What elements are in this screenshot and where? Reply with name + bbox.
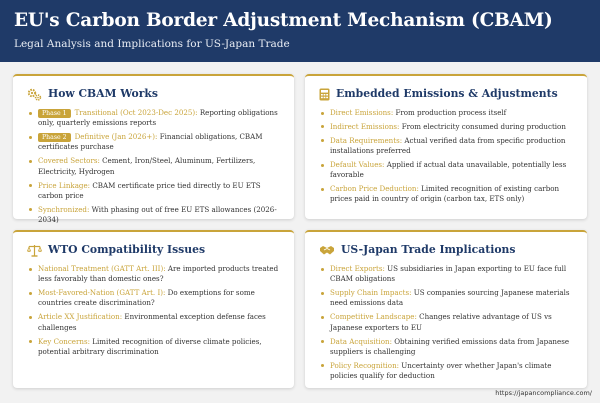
item-text: Cement, Iron/Steel, Aluminum, Fertilizers, Electricity, Hydrogen [38, 156, 256, 176]
item-key: Policy Recognition: [330, 360, 400, 370]
item-list [27, 264, 282, 357]
item-text: Do exemptions for some countries create discrimination? [38, 288, 255, 308]
item-text: Obtaining verified emissions data from Japanese suppliers is challenging [330, 336, 570, 356]
list-item [319, 184, 575, 205]
item-key: Transitional (Oct 2023-Dec 2025): [74, 108, 198, 117]
list-item [319, 288, 575, 309]
list-item [319, 108, 575, 118]
item-text: US companies sourcing Japanese materials need emissions data [330, 288, 570, 308]
list-item [319, 312, 575, 333]
item-key: Direct Exports: [330, 264, 385, 273]
item-key: Data Requirements: [330, 135, 403, 145]
item-text: With phasing out of free EU ETS allowances (2026-2034) [38, 204, 277, 225]
gears-icon [27, 88, 42, 101]
item-text: Changes relative advantage of US vs Japanese exporters to EU [330, 312, 552, 332]
item-key: Key Concerns: [38, 336, 90, 346]
scales-icon [27, 244, 42, 257]
handshake-icon [319, 244, 335, 256]
card-title: How CBAM Works [48, 87, 158, 100]
card-title: WTO Compatibility Issues [48, 243, 206, 256]
item-key: Covered Sectors: [38, 156, 100, 166]
phase-badge: Phase 2 [38, 133, 71, 142]
item-text: US subsidiaries in Japan exporting to EU face full CBAM obligations [330, 264, 567, 284]
header-banner [0, 0, 600, 62]
item-text: Limited recognition of diverse climate policies, potential arbitrary discrimination [38, 336, 262, 356]
item-text: From electricity consumed during production [399, 121, 566, 131]
card-header [27, 86, 282, 102]
item-text: Financial obligations, CBAM certificates purchase [38, 132, 263, 152]
item-text: Uncertainty over whether Japan's climate policies qualify for deduction [330, 360, 552, 381]
item-list [27, 108, 282, 225]
item-key: Default Values: [330, 159, 385, 169]
list-item [319, 361, 575, 382]
phase-badge: Phase 1 [38, 109, 71, 118]
list-item [27, 156, 282, 177]
item-key: Synchronized: [38, 204, 90, 214]
item-key: National Treatment (GATT Art. III): [38, 264, 166, 273]
item-key: Carbon Price Deduction: [330, 184, 419, 194]
item-text: Applied if actual data unavailable, potentially less favorable [330, 159, 567, 180]
list-item [27, 264, 282, 285]
card-header [27, 242, 282, 258]
item-key: Competitive Landscape: [330, 312, 417, 322]
list-item [319, 122, 575, 132]
calculator-icon [319, 88, 330, 101]
card-how-cbam-works [13, 74, 294, 225]
list-item [27, 181, 282, 202]
item-list [319, 108, 575, 205]
list-item [27, 312, 282, 333]
item-text: Actual verified data from specific production installations preferred [330, 135, 566, 156]
list-item [319, 136, 575, 157]
list-item [27, 337, 282, 358]
list-item [319, 264, 575, 285]
card-header [319, 242, 575, 258]
list-item [27, 205, 282, 226]
item-key: Definitive (Jan 2026+): [74, 132, 158, 142]
item-key: Indirect Emissions: [330, 121, 400, 131]
list-item [27, 132, 282, 153]
list-item [27, 288, 282, 309]
item-key: Data Acquisition: [330, 336, 392, 346]
item-key: Direct Emissions: [330, 108, 394, 117]
item-key: Most-Favored-Nation (GATT Art. I): [38, 288, 166, 298]
card-embedded-emissions [305, 74, 587, 219]
item-text: Are imported products treated less favorably than domestic ones? [38, 264, 279, 284]
card-header [319, 86, 575, 102]
item-text: Reporting obligations only, quarterly emissions reports [38, 108, 278, 128]
page-subtitle: Legal Analysis and Implications for US-Japan Trade [14, 38, 290, 50]
card-wto-compatibility [13, 230, 294, 388]
item-key: Supply Chain Impacts: [330, 288, 412, 298]
item-key: Article XX Justification: [38, 312, 123, 322]
item-text: From production process itself [393, 108, 507, 117]
footer-url[interactable]: https://japancompliance.com/ [495, 389, 592, 397]
list-item [319, 160, 575, 181]
page-title: EU's Carbon Border Adjustment Mechanism (CBAM) [14, 10, 553, 31]
item-text: Limited recognition of existing carbon prices paid in country of origin (carbon tax, ETS only) [330, 184, 560, 204]
list-item [319, 337, 575, 358]
card-us-japan-trade [305, 230, 587, 388]
list-item [27, 108, 282, 129]
card-title: Embedded Emissions & Adjustments [336, 87, 558, 100]
item-text: Environmental exception defense faces challenges [38, 312, 266, 332]
card-title: US-Japan Trade Implications [341, 243, 516, 256]
item-list [319, 264, 575, 381]
item-text: CBAM certificate price tied directly to EU ETS carbon price [38, 180, 261, 200]
item-key: Price Linkage: [38, 180, 91, 190]
